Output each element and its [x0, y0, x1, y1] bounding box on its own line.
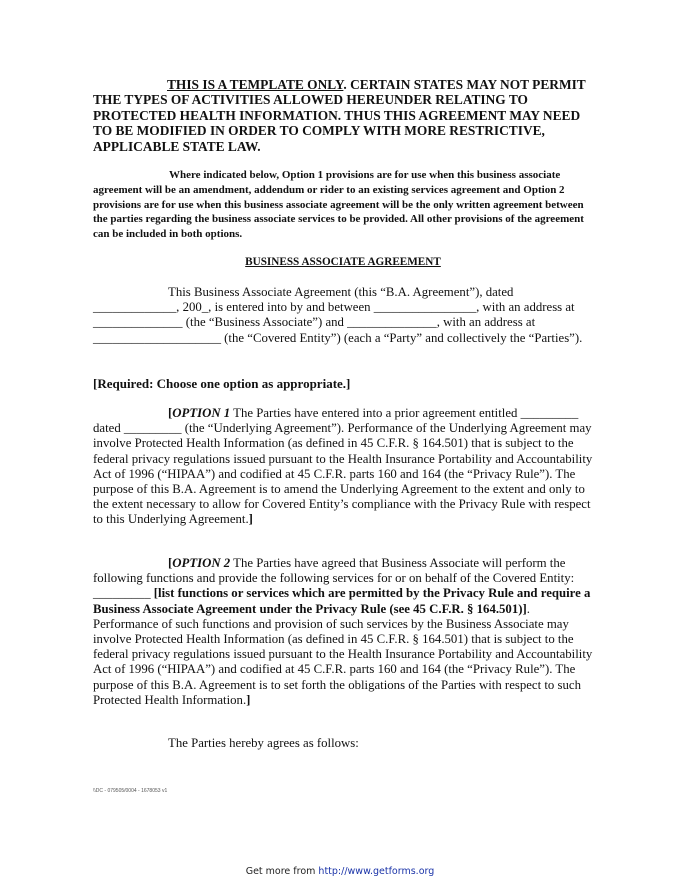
disclaimer-text: . CERTAIN STATES MAY NOT PERMIT THE TYPES OF ACTIVITIES ALLOWED HEREUNDER RELATING TO PROTECTED HEALTH INFORMATION. THUS THIS AGREEMENT MAY NEED TO BE MODIFIED IN ORDER TO COMPLY WITH MORE RESTRICTIVE, APPLICABLE STATE LAW. — [93, 77, 586, 154]
options-note — [93, 168, 593, 242]
page-footer — [0, 866, 680, 877]
option-2-instruction: [list functions or services which are permitted by the Privacy Rule and require a Business Associate Agreement under the Privacy Rule (see 45 C.F.R. § 164.501)] — [93, 586, 591, 616]
option-1-open-bracket: [ — [168, 406, 173, 420]
footer-prefix: Get more from — [245, 866, 319, 877]
options-note-text: Where indicated below, Option 1 provisions are for use when this business associate agreement will be an amendment, addendum or rider to an existing services agreement and Option 2 provisions are for use when this business associate agreement will be the only written agreement between the parties regarding the business associate services to be provided. All other provisions of the agreement can be included in both options. — [93, 169, 584, 241]
intro-paragraph — [93, 285, 593, 346]
option-2-text-a: The Parties have agreed that Business Associate will perform the following functions and provide the following services for or on behalf of the Covered Entity: _________ — [93, 556, 575, 601]
agrees-statement: The Parties hereby agrees as follows: — [168, 736, 359, 750]
option-2-open-bracket: [ — [168, 556, 173, 570]
intro-text: This Business Associate Agreement (this “B.A. Agreement”), dated _____________, 200_, is entered into by and between ________________, with an address at ______________ (the “Business Associate”) and ______________, with an address at ____________________ (the “Covered Entity”) (each a “Party” and collectively the “Parties”). — [93, 285, 583, 345]
option-1-paragraph — [93, 406, 593, 528]
agreement-title: BUSINESS ASSOCIATE AGREEMENT — [245, 256, 441, 268]
option-2-close-bracket: ] — [246, 692, 251, 707]
option-2-paragraph — [93, 556, 593, 708]
option-1-text: The Parties have entered into a prior agreement entitled _________ dated _________ (the “Underlying Agreement”). Performance of the Underlying Agreement may involve Protected Health Information (as defined in 45 C.F.R. § 164.501) that is subject to the federal privacy regulations issued pursuant to the Health Insurance Portability and Accountability Act of 1996 (“HIPAA”) and codified at 45 C.F.R. parts 160 and 164 (the “Privacy Rule”). The purpose of this B.A. Agreement is to amend the Underlying Agreement to the extent and only to the extent necessary to allow for Covered Entity’s compliance with the Privacy Rule with respect to this Underlying Agreement. — [93, 406, 593, 527]
template-disclaimer — [93, 77, 593, 154]
option-2-label — [172, 556, 230, 570]
option-1-label-text: OPTION 1 — [172, 406, 231, 420]
footer-link[interactable]: http://www.getforms.org — [318, 866, 435, 877]
option-1-close-bracket: ] — [248, 512, 253, 527]
document-id: \\DC - 079505/0004 - 1678053 v1 — [93, 788, 168, 794]
option-2-text-c: . Performance of such functions and provision of such services by the Business Associate may involve Protected Health Information (as defined in 45 C.F.R. § 164.501) that is subject to the federal privacy regulations issued pursuant to the Health Insurance Portability and Accountability Act of 1996 (“HIPAA”) and codified at 45 C.F.R. parts 160 and 164 (the “Privacy Rule”). The purpose of this B.A. Agreement is to set forth the obligations of the Parties with respect to such Protected Health Information. — [93, 601, 593, 707]
required-note: [Required: Choose one option as appropriate.] — [93, 376, 351, 391]
disclaimer-lead: THIS IS A TEMPLATE ONLY — [167, 77, 344, 92]
option-2-label-text: OPTION 2 — [172, 556, 231, 570]
option-1-label — [172, 406, 230, 420]
